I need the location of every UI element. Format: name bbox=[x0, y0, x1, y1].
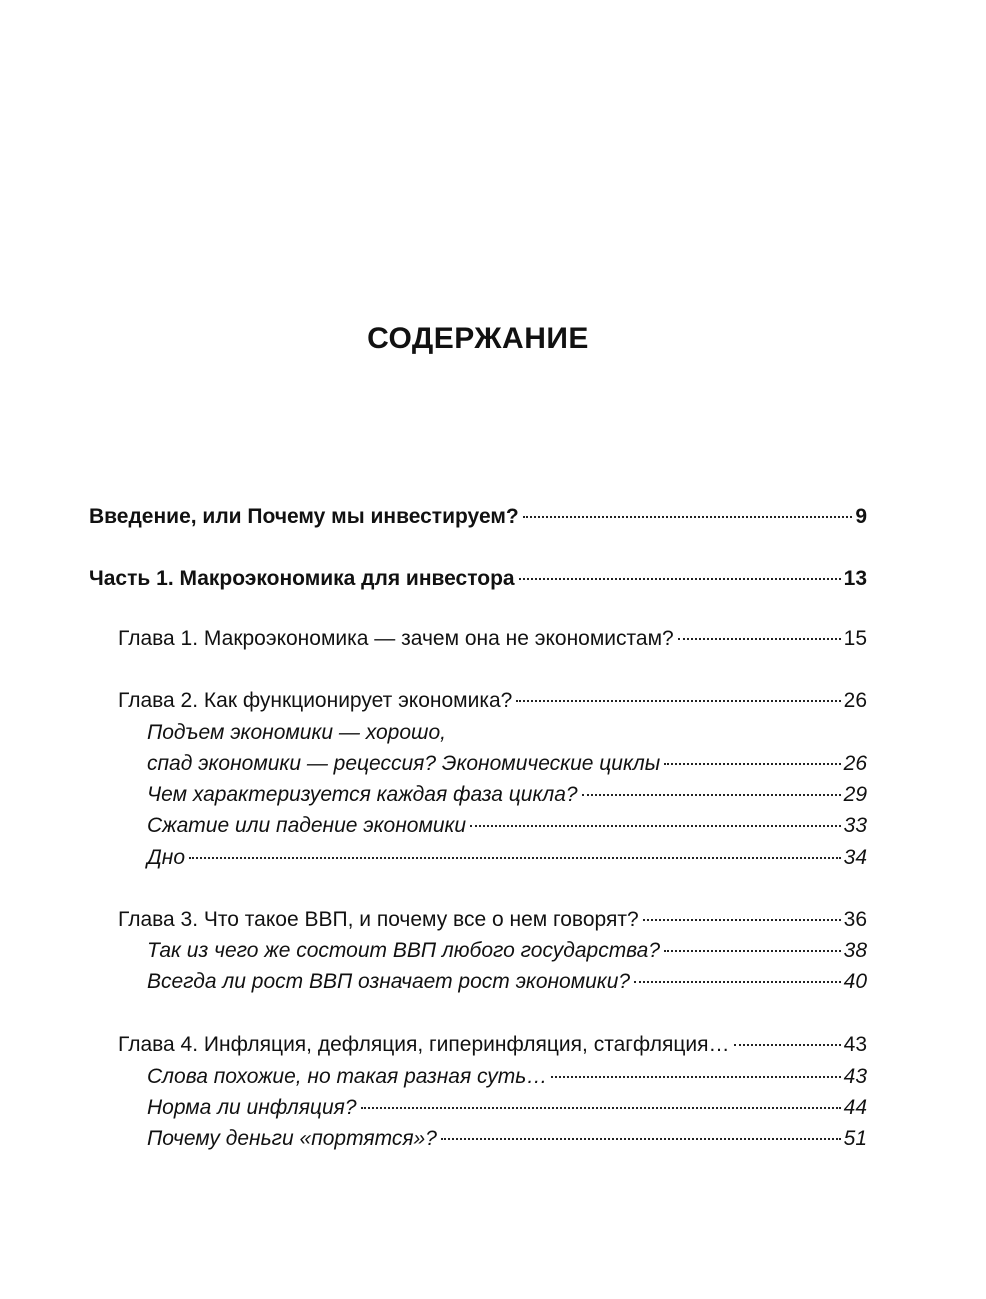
toc-entry-label: Глава 1. Макроэкономика — зачем она не экономистам? bbox=[118, 627, 674, 650]
dot-leader bbox=[470, 825, 841, 827]
page-title: СОДЕРЖАНИЕ bbox=[367, 322, 589, 355]
toc-entry-label: Сжатие или падение экономики bbox=[147, 814, 467, 837]
toc-entry-label: Слова похожие, но такая разная суть… bbox=[147, 1065, 548, 1088]
toc-page-number: 15 bbox=[843, 627, 867, 650]
toc-page-number: 43 bbox=[843, 1065, 867, 1088]
toc-entry-label: Часть 1. Макроэкономика для инвестора bbox=[89, 567, 515, 590]
dot-leader bbox=[634, 981, 841, 983]
dot-leader bbox=[519, 578, 841, 580]
toc-entry-part-1[interactable] bbox=[89, 564, 867, 594]
toc-page-number: 29 bbox=[843, 783, 867, 806]
toc-page-number: 43 bbox=[843, 1033, 867, 1056]
dot-leader bbox=[664, 950, 841, 952]
toc-page-number: 44 bbox=[843, 1096, 867, 1119]
toc-entry-section[interactable] bbox=[147, 780, 867, 810]
toc-section-label-line-1: Подъем экономики — хорошо, bbox=[147, 721, 446, 744]
toc-entry-label: Всегда ли рост ВВП означает рост экономики? bbox=[147, 970, 631, 993]
dot-leader bbox=[189, 857, 841, 859]
toc-entry-label: Так из чего же состоит ВВП любого государства? bbox=[147, 939, 661, 962]
toc-entry-chapter-1[interactable] bbox=[118, 624, 867, 654]
toc-entry-label: Норма ли инфляция? bbox=[147, 1096, 357, 1119]
toc-entry-section[interactable] bbox=[147, 936, 867, 966]
toc-page-number: 40 bbox=[843, 970, 867, 993]
toc-page-number: 33 bbox=[843, 814, 867, 837]
toc-page-number: 38 bbox=[843, 939, 867, 962]
toc-entry-section[interactable] bbox=[147, 1062, 867, 1092]
dot-leader bbox=[361, 1107, 841, 1109]
dot-leader bbox=[664, 763, 840, 765]
toc-page-number: 51 bbox=[843, 1127, 867, 1150]
toc-entry-section[interactable] bbox=[147, 1124, 867, 1154]
toc-entry-label: Дно bbox=[147, 846, 186, 869]
toc-entry-label: Глава 4. Инфляция, дефляция, гиперинфляция, стагфляция… bbox=[118, 1033, 730, 1056]
toc-entry-label: Почему деньги «портятся»? bbox=[147, 1127, 437, 1150]
dot-leader bbox=[523, 516, 853, 518]
toc-entry-label: Чем характеризуется каждая фаза цикла? bbox=[147, 783, 578, 806]
toc-page-number: 26 bbox=[843, 689, 867, 712]
toc-entry-section[interactable] bbox=[147, 967, 867, 997]
dot-leader bbox=[441, 1138, 841, 1140]
toc-page-number: 13 bbox=[843, 567, 867, 590]
toc-entry-introduction[interactable] bbox=[89, 502, 867, 532]
toc-entry-label: спад экономики — рецессия? Экономические циклы bbox=[147, 752, 661, 775]
toc-entry-section[interactable] bbox=[147, 749, 867, 779]
dot-leader bbox=[551, 1076, 840, 1078]
dot-leader bbox=[734, 1044, 841, 1046]
toc-entry-chapter-4[interactable] bbox=[118, 1030, 867, 1060]
dot-leader bbox=[582, 794, 841, 796]
toc-page-number: 34 bbox=[843, 846, 867, 869]
toc-entry-section[interactable] bbox=[147, 1093, 867, 1123]
toc-page-number: 36 bbox=[843, 908, 867, 931]
toc-entry-section[interactable] bbox=[147, 843, 867, 873]
dot-leader bbox=[678, 638, 841, 640]
toc-entry-label: Глава 2. Как функционирует экономика? bbox=[118, 689, 513, 712]
dot-leader bbox=[643, 919, 841, 921]
toc-entry-label: Введение, или Почему мы инвестируем? bbox=[89, 505, 519, 528]
toc-entry-section[interactable] bbox=[147, 811, 867, 841]
toc-page-number: 9 bbox=[855, 505, 867, 528]
toc-page-number: 26 bbox=[843, 752, 867, 775]
dot-leader bbox=[516, 700, 840, 702]
toc-entry-chapter-3[interactable] bbox=[118, 905, 867, 935]
toc-entry-chapter-2[interactable] bbox=[118, 686, 867, 716]
toc-entry-label: Глава 3. Что такое ВВП, и почему все о нем говорят? bbox=[118, 908, 639, 931]
